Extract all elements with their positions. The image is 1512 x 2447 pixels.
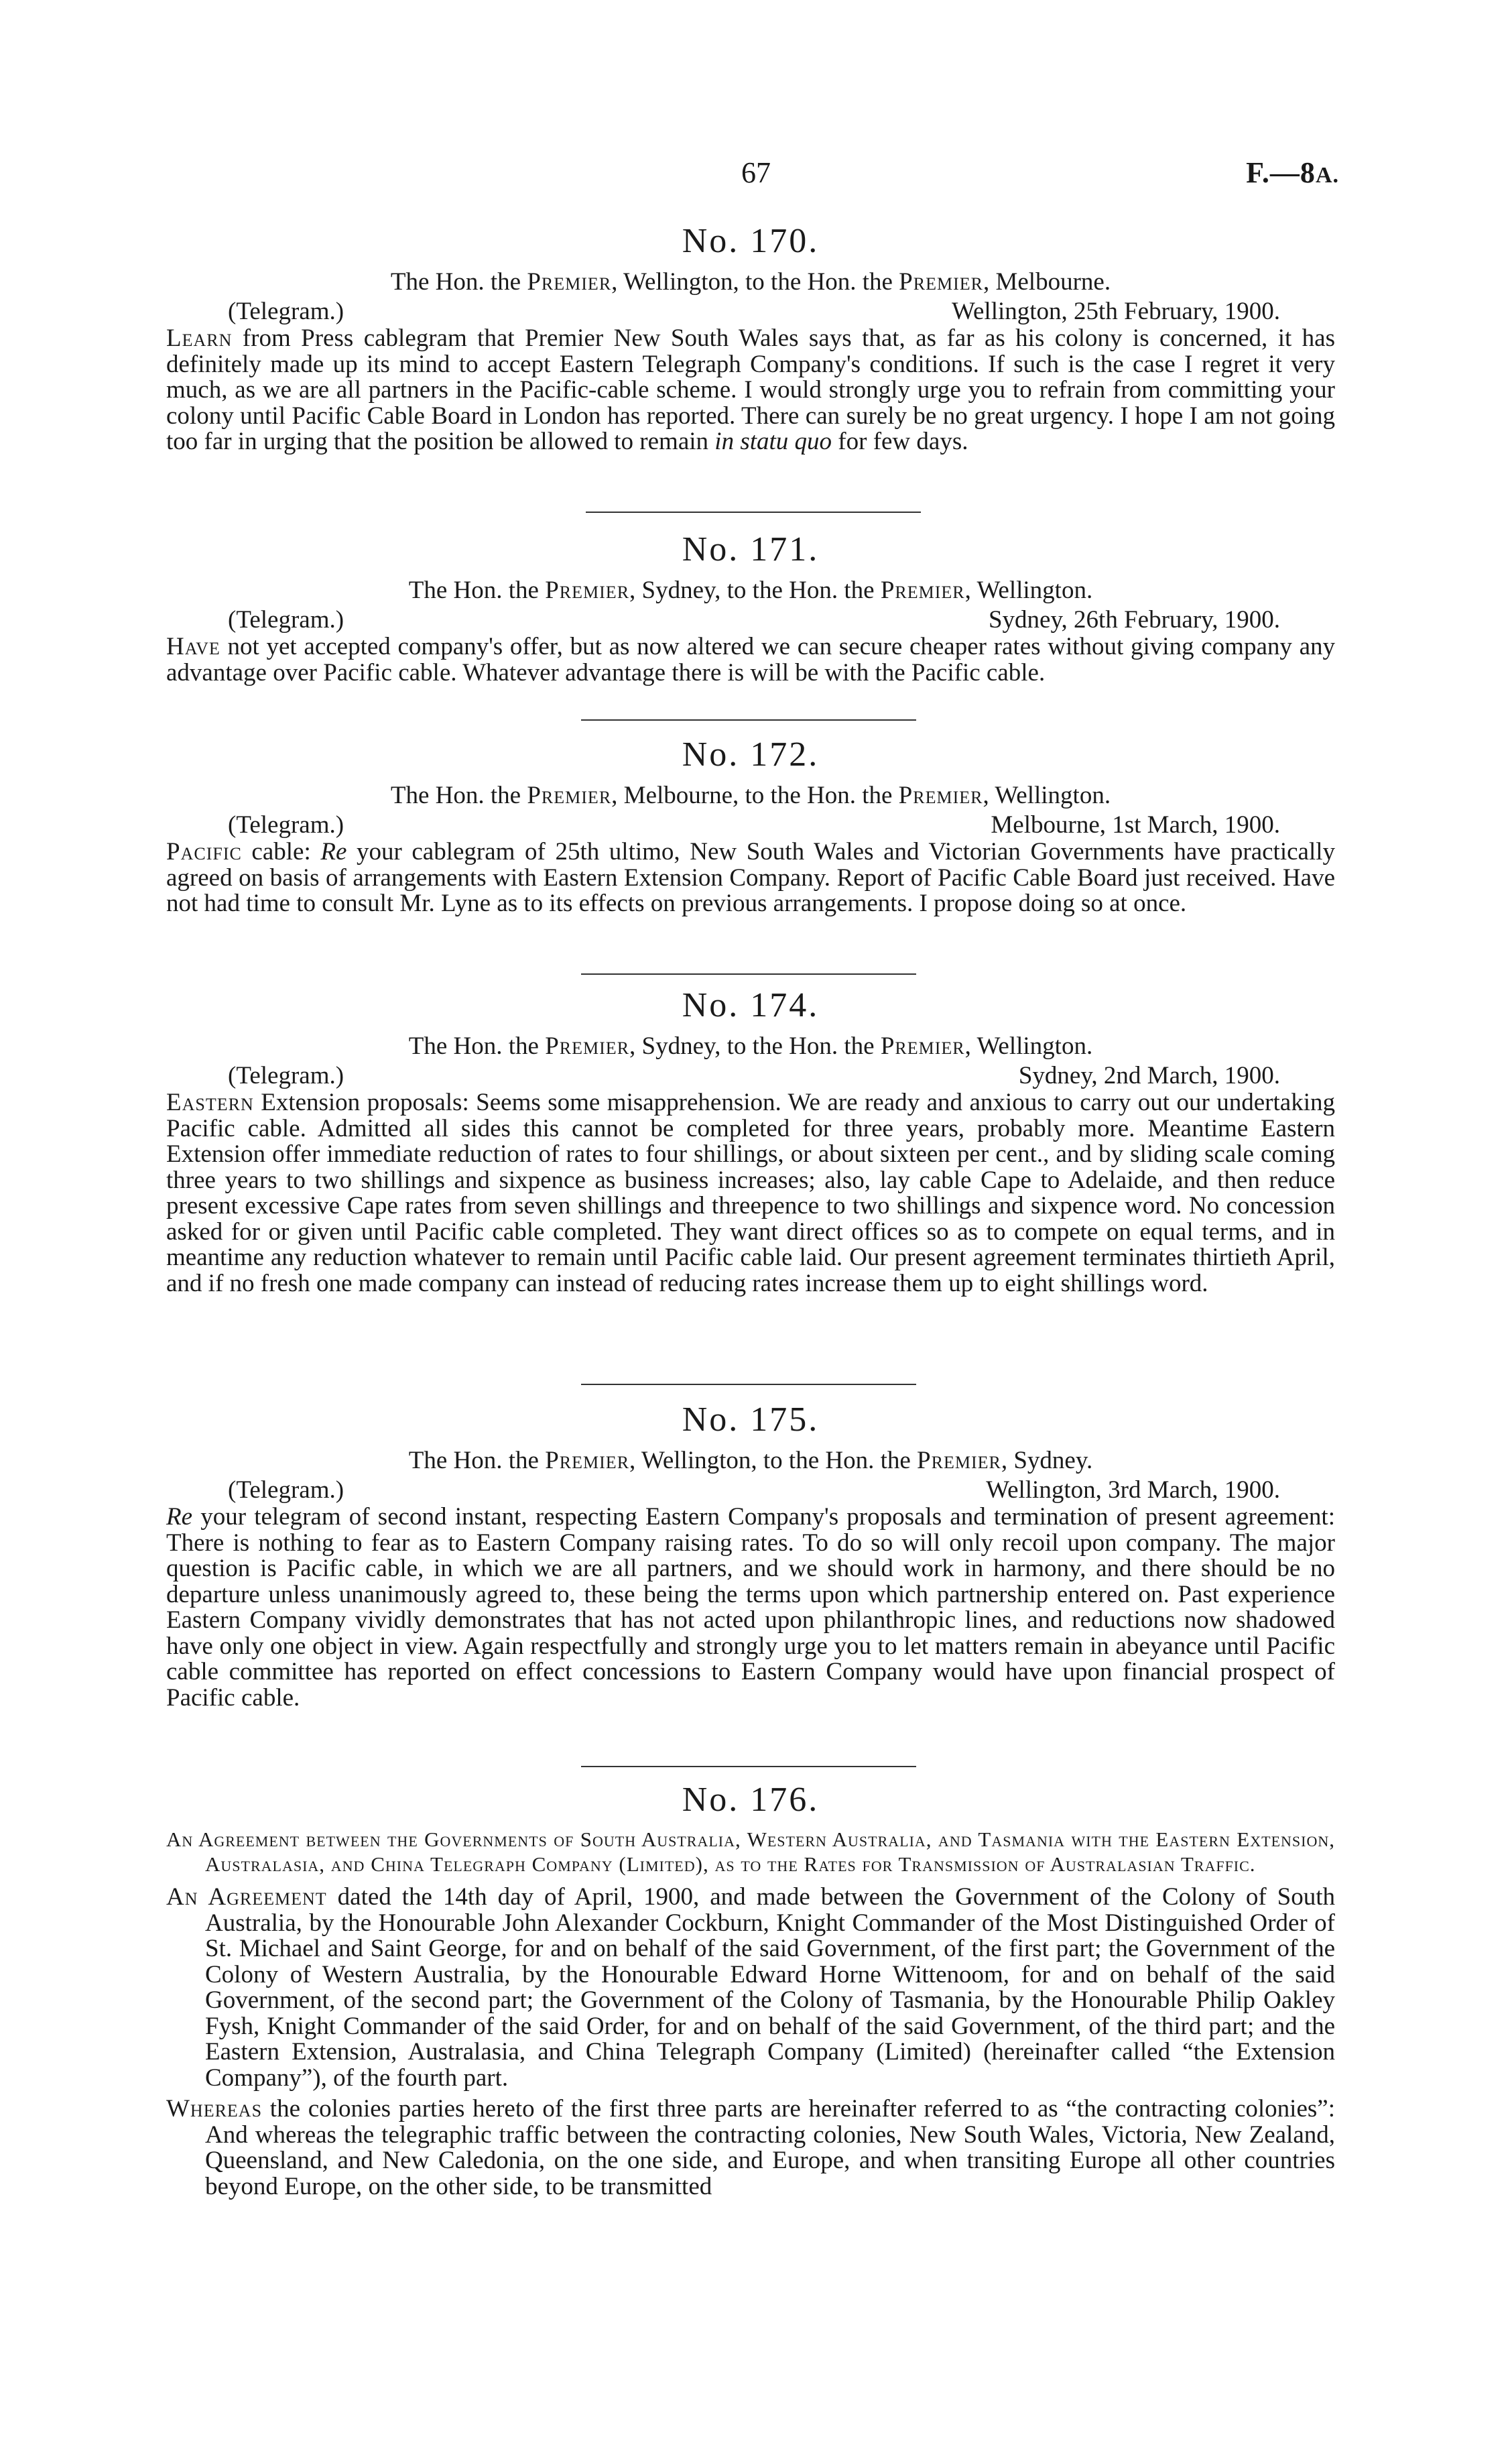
whereas-paragraph: Whereas the colonies parties hereto of the first three parts are hereinafter referred to as “the contracting colonies”: And whereas the telegraphic traffic between the contracting colonies, New South Wales, Victoria, New Zealand, Queensland, and New Caledonia, on the one side, and Europe, and when transiting Europe all other countries beyond Europe, on the other side, to be transmitted [166,2095,1335,2200]
telegram-meta [166,811,1335,839]
telegram-meta [166,606,1335,634]
section-number: No. 171. [682,530,820,569]
page-header [0,156,1512,196]
dateline: Sydney, 26th February, 1900. [988,606,1280,634]
route-line: The Hon. the Premier, Wellington, to the Hon. the Premier, Sydney. [408,1447,1093,1474]
telegram-label: (Telegram.) [228,1476,344,1504]
agreement-parties-paragraph: An Agreement dated the 14th day of April, 1900, and made between the Government of the Colony of South Australia, by the Honourable John Alexander Cockburn, Knight Commander of the Most Distinguished Order of St. Michael and Saint George, for and on behalf of the said Government, of the first part; the Government of the Colony of Western Australia, by the Honourable Edward Horne Wittenoom, for and on behalf of the said Government, of the second part; the Government of the Colony of Tasmania, by the Honourable Philip Oakley Fysh, Knight Commander of the said Order, for and on behalf of the said Government, of the third part; and the Eastern Extension, Australasia, and China Telegraph Company (Limited) (hereinafter called “the Extension Company”), of the fourth part. [166,1883,1335,2092]
section-number: No. 175. [682,1400,820,1439]
telegram-172 [166,735,1335,917]
telegram-171 [166,530,1335,686]
agreement-title: An Agreement between the Governments of South Australia, Western Australia, and Tasmania with the Eastern Extension, Australasia, and China Telegraph Company (Limited), as to the Rates for Transmission of Australasian Traffic. [166,1828,1335,1876]
telegram-label: (Telegram.) [228,1062,344,1089]
separator-rule [581,1384,916,1385]
separator-rule [581,973,916,975]
telegram-body: Pacific cable: Re your cablegram of 25th ultimo, New South Wales and Victorian Governments have practically agreed on basis of arrangements with Eastern Extension Company. Report of Pacific Cable Board just received. Have not had time to consult Mr. Lyne as to its effects on previous arrangements. I propose doing so at once. [166,838,1335,917]
separator-rule [581,1766,916,1767]
section-number: No. 174. [682,986,820,1024]
telegram-label: (Telegram.) [228,298,344,325]
section-number: No. 170. [682,222,820,260]
telegram-label: (Telegram.) [228,811,344,839]
telegram-body: Eastern Extension proposals: Seems some misapprehension. We are ready and anxious to carry out our undertaking Pacific cable. Admitted all sides this cannot be completed for three years, probably more. Meantime Eastern Extension offer immediate reduction of rates to four shillings, or about sixteen per cent., and by sliding scale coming three years to two shillings and sixpence as business increases; also, lay cable Cape to Adelaide, and then reduce present excessive Cape rates from seven shillings and threepence to two shillings and sixpence word. No concession asked for or given until Pacific cable completed. They want direct offices so as to compete on equal terms, and in meantime any reduction whatever to remain until Pacific cable laid. Our present agreement terminates thirtieth April, and if no fresh one made company can instead of reducing rates increase them up to eight shillings word. [166,1089,1335,1297]
route-line: The Hon. the Premier, Sydney, to the Hon. the Premier, Wellington. [408,1032,1093,1060]
doc-ref-suffix: A. [1315,163,1339,188]
dateline: Melbourne, 1st March, 1900. [991,811,1280,839]
doc-ref-main: F.—8 [1246,156,1316,189]
section-number: No. 176. [682,1781,820,1819]
separator-rule [581,719,916,721]
section-number: No. 172. [682,735,820,774]
telegram-body: Learn from Press cablegram that Premier New South Wales says that, as far as his colony is concerned, it has definitely made up its mind to accept Eastern Telegraph Company's conditions. If such is the case I regret it very much, as we are all partners in the Pacific-cable scheme. I would strongly urge you to refrain from committing your colony until Pacific Cable Board in London has reported. There can surely be no great urgency. I hope I am not going too far in urging that the position be allowed to remain in statu quo for few days. [166,324,1335,455]
dateline: Sydney, 2nd March, 1900. [1018,1062,1280,1089]
telegram-meta [166,1476,1335,1504]
document-reference [1246,156,1339,190]
telegram-meta [166,298,1335,326]
telegram-meta [166,1062,1335,1090]
telegram-170 [166,221,1335,455]
route-line: The Hon. the Premier, Melbourne, to the Hon. the Premier, Wellington. [390,782,1111,809]
telegram-body: Re your telegram of second instant, respecting Eastern Company's proposals and termination of present agreement: There is nothing to fear as to Eastern Company raising rates. To do so will only recoil upon company. The major question is Pacific cable, in which we are all partners, and we should work in harmony, and there should be no departure unless unanimously agreed to, these being the terms upon which partnership entered on. Past experience Eastern Company vividly demonstrates that has not acted upon philanthropic lines, and reductions now shadowed have only one object in view. Again respectfully and strongly urge you to let matters remain in abeyance until Pacific cable committee has reported on effect concessions to Eastern Company would have upon financial prospect of Pacific cable. [166,1503,1335,1712]
telegram-body: Have not yet accepted company's offer, but as now altered we can secure cheaper rates without giving company any advantage over Pacific cable. Whatever advantage there is will be with the Pacific cable. [166,633,1335,687]
dateline: Wellington, 3rd March, 1900. [986,1476,1280,1504]
telegram-175 [166,1400,1335,1711]
separator-rule [586,512,921,513]
dateline: Wellington, 25th February, 1900. [952,298,1280,325]
telegram-174 [166,986,1335,1297]
route-line: The Hon. the Premier, Wellington, to the Hon. the Premier, Melbourne. [390,268,1111,296]
route-line: The Hon. the Premier, Sydney, to the Hon. the Premier, Wellington. [408,577,1093,604]
agreement-176 [166,1780,1335,2200]
page-number: 67 [741,156,771,189]
telegram-label: (Telegram.) [228,606,344,634]
